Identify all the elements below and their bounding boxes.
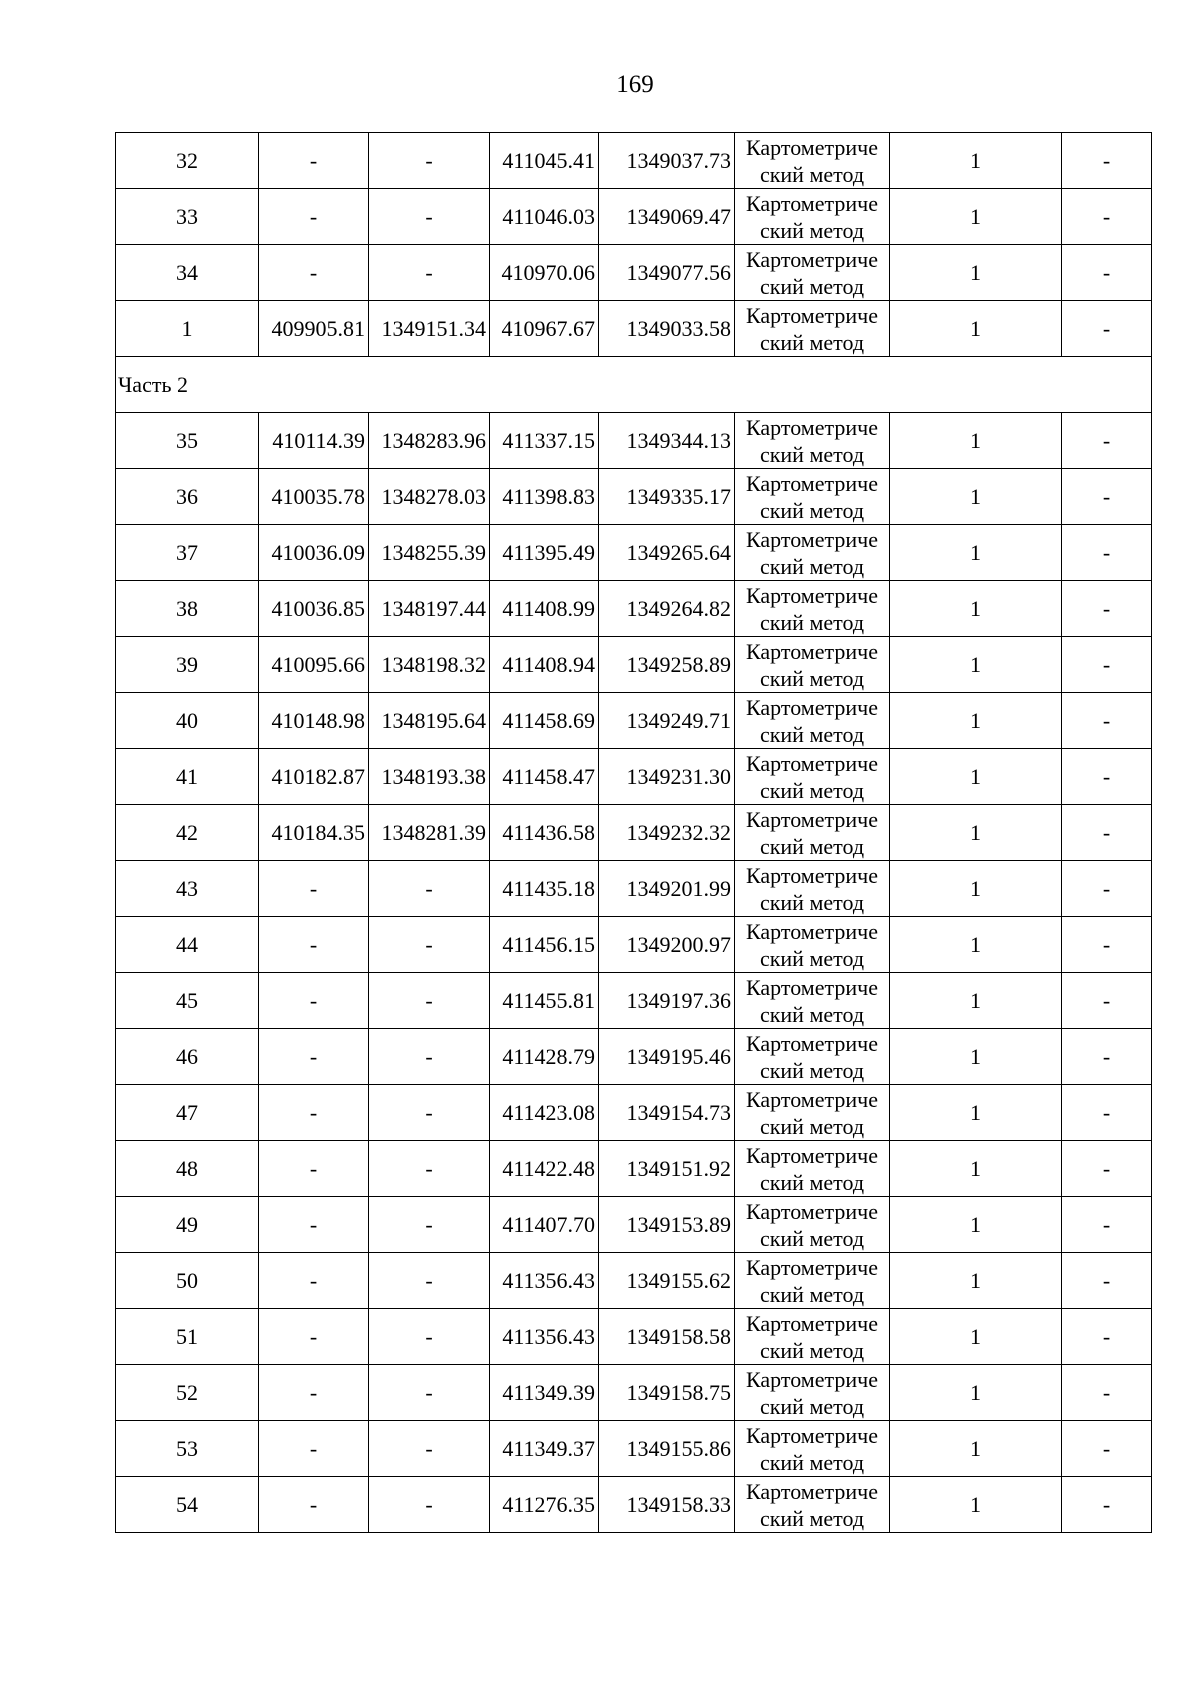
cell-note: - xyxy=(1062,805,1152,861)
cell-note: - xyxy=(1062,917,1152,973)
cell-point-number: 46 xyxy=(116,1029,259,1085)
table-row xyxy=(116,1421,1152,1477)
table-row xyxy=(116,525,1152,581)
cell-new-x: 411458.47 xyxy=(490,749,599,805)
coordinates-table xyxy=(115,132,1152,1533)
method-line-1: Картометриче xyxy=(746,638,878,664)
section-header xyxy=(116,357,1152,413)
cell-old-y: - xyxy=(369,133,490,189)
method-line-2: ский метод xyxy=(759,1225,865,1251)
table-row xyxy=(116,189,1152,245)
cell-new-x: 411455.81 xyxy=(490,973,599,1029)
cell-new-x: 411456.15 xyxy=(490,917,599,973)
cell-new-y: 1349249.71 xyxy=(599,693,735,749)
cell-accuracy: 1 xyxy=(890,637,1062,693)
method-line-2: ский метод xyxy=(759,1281,865,1307)
cell-accuracy: 1 xyxy=(890,525,1062,581)
method-line-1: Картометриче xyxy=(746,246,878,272)
cell-old-x: - xyxy=(259,917,369,973)
cell-note: - xyxy=(1062,1029,1152,1085)
cell-note: - xyxy=(1062,301,1152,357)
cell-note: - xyxy=(1062,1421,1152,1477)
cell-accuracy: 1 xyxy=(890,1421,1062,1477)
cell-new-x: 411407.70 xyxy=(490,1197,599,1253)
table-row xyxy=(116,637,1152,693)
cell-old-x: 410148.98 xyxy=(259,693,369,749)
cell-method xyxy=(735,1421,890,1477)
method-line-1: Картометриче xyxy=(746,1478,878,1504)
cell-new-x: 411349.37 xyxy=(490,1421,599,1477)
cell-old-y: 1349151.34 xyxy=(369,301,490,357)
cell-new-y: 1349231.30 xyxy=(599,749,735,805)
cell-point-number: 38 xyxy=(116,581,259,637)
cell-accuracy: 1 xyxy=(890,1477,1062,1533)
table-row xyxy=(116,245,1152,301)
cell-old-y: 1348195.64 xyxy=(369,693,490,749)
cell-accuracy: 1 xyxy=(890,693,1062,749)
cell-new-x: 410970.06 xyxy=(490,245,599,301)
cell-accuracy: 1 xyxy=(890,805,1062,861)
cell-method xyxy=(735,637,890,693)
cell-accuracy: 1 xyxy=(890,1197,1062,1253)
cell-note: - xyxy=(1062,749,1152,805)
cell-old-y: - xyxy=(369,1029,490,1085)
cell-new-y: 1349335.17 xyxy=(599,469,735,525)
section-row xyxy=(116,357,1152,413)
cell-note: - xyxy=(1062,581,1152,637)
cell-point-number: 43 xyxy=(116,861,259,917)
cell-note: - xyxy=(1062,1365,1152,1421)
cell-new-y: 1349200.97 xyxy=(599,917,735,973)
cell-new-x: 411398.83 xyxy=(490,469,599,525)
cell-accuracy: 1 xyxy=(890,133,1062,189)
table-row xyxy=(116,1197,1152,1253)
cell-point-number: 36 xyxy=(116,469,259,525)
cell-method xyxy=(735,1253,890,1309)
cell-new-y: 1349037.73 xyxy=(599,133,735,189)
cell-new-x: 411349.39 xyxy=(490,1365,599,1421)
cell-note: - xyxy=(1062,1309,1152,1365)
cell-old-x: - xyxy=(259,973,369,1029)
cell-new-y: 1349265.64 xyxy=(599,525,735,581)
cell-old-y: 1348198.32 xyxy=(369,637,490,693)
cell-old-y: - xyxy=(369,1141,490,1197)
cell-accuracy: 1 xyxy=(890,1029,1062,1085)
cell-point-number: 35 xyxy=(116,413,259,469)
method-line-2: ский метод xyxy=(759,553,865,579)
cell-method xyxy=(735,1309,890,1365)
cell-point-number: 48 xyxy=(116,1141,259,1197)
table-row xyxy=(116,413,1152,469)
method-line-2: ский метод xyxy=(759,441,865,467)
cell-old-x: - xyxy=(259,1309,369,1365)
table-row xyxy=(116,1477,1152,1533)
cell-new-x: 411423.08 xyxy=(490,1085,599,1141)
cell-note: - xyxy=(1062,1197,1152,1253)
cell-note: - xyxy=(1062,245,1152,301)
cell-old-x: - xyxy=(259,1085,369,1141)
cell-note: - xyxy=(1062,413,1152,469)
table-row xyxy=(116,1141,1152,1197)
cell-method xyxy=(735,581,890,637)
cell-new-y: 1349151.92 xyxy=(599,1141,735,1197)
cell-old-y: - xyxy=(369,189,490,245)
method-line-2: ский метод xyxy=(759,273,865,299)
cell-point-number: 47 xyxy=(116,1085,259,1141)
cell-new-y: 1349195.46 xyxy=(599,1029,735,1085)
cell-note: - xyxy=(1062,693,1152,749)
table-row xyxy=(116,861,1152,917)
method-line-1: Картометриче xyxy=(746,1366,878,1392)
table-row xyxy=(116,133,1152,189)
method-line-2: ский метод xyxy=(759,161,865,187)
table-row xyxy=(116,805,1152,861)
cell-old-x: 410182.87 xyxy=(259,749,369,805)
table-row xyxy=(116,693,1152,749)
cell-method xyxy=(735,1141,890,1197)
cell-old-y: - xyxy=(369,1253,490,1309)
cell-note: - xyxy=(1062,1141,1152,1197)
cell-method xyxy=(735,1477,890,1533)
cell-method xyxy=(735,525,890,581)
method-line-2: ский метод xyxy=(759,777,865,803)
cell-old-y: - xyxy=(369,917,490,973)
cell-old-y: - xyxy=(369,1365,490,1421)
cell-method xyxy=(735,189,890,245)
cell-accuracy: 1 xyxy=(890,861,1062,917)
cell-accuracy: 1 xyxy=(890,973,1062,1029)
method-line-2: ский метод xyxy=(759,721,865,747)
cell-accuracy: 1 xyxy=(890,1365,1062,1421)
page-number: 169 xyxy=(616,71,654,98)
method-line-1: Картометриче xyxy=(746,862,878,888)
cell-accuracy: 1 xyxy=(890,749,1062,805)
cell-old-y: 1348193.38 xyxy=(369,749,490,805)
method-line-1: Картометриче xyxy=(746,582,878,608)
cell-note: - xyxy=(1062,1253,1152,1309)
cell-note: - xyxy=(1062,637,1152,693)
method-line-1: Картометриче xyxy=(746,134,878,160)
method-line-2: ский метод xyxy=(759,1449,865,1475)
method-line-1: Картометриче xyxy=(746,1142,878,1168)
cell-method xyxy=(735,805,890,861)
cell-method xyxy=(735,693,890,749)
cell-old-y: - xyxy=(369,245,490,301)
cell-point-number: 52 xyxy=(116,1365,259,1421)
cell-new-x: 411337.15 xyxy=(490,413,599,469)
cell-old-x: - xyxy=(259,189,369,245)
cell-new-x: 411408.94 xyxy=(490,637,599,693)
cell-new-x: 411408.99 xyxy=(490,581,599,637)
cell-point-number: 40 xyxy=(116,693,259,749)
cell-new-y: 1349154.73 xyxy=(599,1085,735,1141)
cell-point-number: 42 xyxy=(116,805,259,861)
method-line-1: Картометриче xyxy=(746,470,878,496)
cell-method xyxy=(735,245,890,301)
cell-point-number: 50 xyxy=(116,1253,259,1309)
cell-new-y: 1349232.32 xyxy=(599,805,735,861)
cell-method xyxy=(735,469,890,525)
cell-new-x: 411395.49 xyxy=(490,525,599,581)
method-line-1: Картометриче xyxy=(746,1310,878,1336)
cell-new-y: 1349153.89 xyxy=(599,1197,735,1253)
method-line-1: Картометриче xyxy=(746,918,878,944)
cell-new-y: 1349197.36 xyxy=(599,973,735,1029)
method-line-1: Картометриче xyxy=(746,1030,878,1056)
cell-old-y: 1348255.39 xyxy=(369,525,490,581)
cell-accuracy: 1 xyxy=(890,301,1062,357)
method-line-1: Картометриче xyxy=(746,190,878,216)
cell-point-number: 49 xyxy=(116,1197,259,1253)
cell-old-y: 1348278.03 xyxy=(369,469,490,525)
cell-new-x: 411422.48 xyxy=(490,1141,599,1197)
cell-accuracy: 1 xyxy=(890,917,1062,973)
method-line-2: ский метод xyxy=(759,1113,865,1139)
method-line-2: ский метод xyxy=(759,1001,865,1027)
cell-method xyxy=(735,861,890,917)
cell-old-y: - xyxy=(369,1085,490,1141)
cell-old-x: - xyxy=(259,1365,369,1421)
cell-point-number: 45 xyxy=(116,973,259,1029)
cell-method xyxy=(735,133,890,189)
method-line-1: Картометриче xyxy=(746,1254,878,1280)
cell-new-x: 411045.41 xyxy=(490,133,599,189)
cell-old-x: - xyxy=(259,861,369,917)
cell-note: - xyxy=(1062,189,1152,245)
cell-point-number: 37 xyxy=(116,525,259,581)
method-line-1: Картометриче xyxy=(746,414,878,440)
method-line-2: ский метод xyxy=(759,1057,865,1083)
cell-note: - xyxy=(1062,525,1152,581)
method-line-1: Картометриче xyxy=(746,1422,878,1448)
cell-method xyxy=(735,1029,890,1085)
cell-new-y: 1349033.58 xyxy=(599,301,735,357)
table-row xyxy=(116,749,1152,805)
table-row xyxy=(116,1253,1152,1309)
cell-point-number: 51 xyxy=(116,1309,259,1365)
method-line-2: ский метод xyxy=(759,497,865,523)
cell-point-number: 41 xyxy=(116,749,259,805)
cell-point-number: 53 xyxy=(116,1421,259,1477)
cell-old-x: 410035.78 xyxy=(259,469,369,525)
cell-old-x: - xyxy=(259,1421,369,1477)
method-line-1: Картометриче xyxy=(746,974,878,1000)
cell-old-x: 410184.35 xyxy=(259,805,369,861)
cell-new-y: 1349158.58 xyxy=(599,1309,735,1365)
table-row xyxy=(116,973,1152,1029)
cell-accuracy: 1 xyxy=(890,413,1062,469)
cell-old-y: 1348281.39 xyxy=(369,805,490,861)
cell-new-x: 411428.79 xyxy=(490,1029,599,1085)
method-line-2: ский метод xyxy=(759,833,865,859)
table-body-part1 xyxy=(116,133,1152,357)
cell-note: - xyxy=(1062,133,1152,189)
method-line-2: ский метод xyxy=(759,1169,865,1195)
table-row xyxy=(116,1309,1152,1365)
method-line-1: Картометриче xyxy=(746,1198,878,1224)
cell-new-x: 411356.43 xyxy=(490,1309,599,1365)
cell-method xyxy=(735,973,890,1029)
method-line-1: Картометриче xyxy=(746,1086,878,1112)
cell-method xyxy=(735,917,890,973)
method-line-2: ский метод xyxy=(759,217,865,243)
cell-note: - xyxy=(1062,1085,1152,1141)
cell-new-x: 411046.03 xyxy=(490,189,599,245)
cell-old-x: 409905.81 xyxy=(259,301,369,357)
cell-old-x: 410036.85 xyxy=(259,581,369,637)
method-line-2: ский метод xyxy=(759,889,865,915)
cell-accuracy: 1 xyxy=(890,1253,1062,1309)
table-row xyxy=(116,1085,1152,1141)
method-line-2: ский метод xyxy=(759,1337,865,1363)
cell-new-y: 1349069.47 xyxy=(599,189,735,245)
table-row xyxy=(116,301,1152,357)
cell-old-x: 410114.39 xyxy=(259,413,369,469)
cell-new-y: 1349155.86 xyxy=(599,1421,735,1477)
method-line-2: ский метод xyxy=(759,329,865,355)
cell-accuracy: 1 xyxy=(890,1309,1062,1365)
cell-note: - xyxy=(1062,1477,1152,1533)
cell-method xyxy=(735,1085,890,1141)
cell-new-y: 1349344.13 xyxy=(599,413,735,469)
cell-new-x: 411276.35 xyxy=(490,1477,599,1533)
cell-new-y: 1349155.62 xyxy=(599,1253,735,1309)
cell-point-number: 34 xyxy=(116,245,259,301)
table-row xyxy=(116,917,1152,973)
cell-accuracy: 1 xyxy=(890,1085,1062,1141)
cell-point-number: 44 xyxy=(116,917,259,973)
cell-old-x: - xyxy=(259,245,369,301)
cell-new-y: 1349264.82 xyxy=(599,581,735,637)
cell-old-y: - xyxy=(369,861,490,917)
table-row xyxy=(116,469,1152,525)
cell-method xyxy=(735,1197,890,1253)
cell-old-y: - xyxy=(369,1421,490,1477)
cell-point-number: 33 xyxy=(116,189,259,245)
method-line-1: Картометриче xyxy=(746,806,878,832)
method-line-2: ский метод xyxy=(759,1505,865,1531)
section-label: Часть 2 xyxy=(116,357,1152,413)
method-line-2: ский метод xyxy=(759,945,865,971)
cell-note: - xyxy=(1062,469,1152,525)
cell-old-x: - xyxy=(259,1197,369,1253)
cell-old-y: - xyxy=(369,1477,490,1533)
cell-point-number: 54 xyxy=(116,1477,259,1533)
method-line-1: Картометриче xyxy=(746,750,878,776)
cell-old-y: - xyxy=(369,1309,490,1365)
method-line-1: Картометриче xyxy=(746,526,878,552)
cell-note: - xyxy=(1062,973,1152,1029)
cell-accuracy: 1 xyxy=(890,1141,1062,1197)
cell-method xyxy=(735,1365,890,1421)
cell-old-y: - xyxy=(369,973,490,1029)
cell-method xyxy=(735,301,890,357)
cell-method xyxy=(735,749,890,805)
cell-old-y: 1348197.44 xyxy=(369,581,490,637)
cell-old-x: - xyxy=(259,1477,369,1533)
cell-new-x: 411435.18 xyxy=(490,861,599,917)
cell-old-x: - xyxy=(259,133,369,189)
cell-new-y: 1349158.33 xyxy=(599,1477,735,1533)
cell-accuracy: 1 xyxy=(890,469,1062,525)
method-line-2: ский метод xyxy=(759,1393,865,1419)
cell-new-x: 410967.67 xyxy=(490,301,599,357)
cell-new-x: 411458.69 xyxy=(490,693,599,749)
cell-point-number: 32 xyxy=(116,133,259,189)
cell-old-x: 410036.09 xyxy=(259,525,369,581)
table-row xyxy=(116,581,1152,637)
method-line-1: Картометриче xyxy=(746,302,878,328)
method-line-2: ский метод xyxy=(759,665,865,691)
cell-method xyxy=(735,413,890,469)
cell-old-y: 1348283.96 xyxy=(369,413,490,469)
table-row xyxy=(116,1029,1152,1085)
cell-accuracy: 1 xyxy=(890,581,1062,637)
cell-old-x: - xyxy=(259,1141,369,1197)
cell-old-x: - xyxy=(259,1029,369,1085)
cell-new-y: 1349201.99 xyxy=(599,861,735,917)
table-row xyxy=(116,1365,1152,1421)
cell-point-number: 39 xyxy=(116,637,259,693)
cell-old-x: - xyxy=(259,1253,369,1309)
cell-accuracy: 1 xyxy=(890,189,1062,245)
cell-new-y: 1349258.89 xyxy=(599,637,735,693)
cell-new-x: 411436.58 xyxy=(490,805,599,861)
cell-new-y: 1349158.75 xyxy=(599,1365,735,1421)
method-line-2: ский метод xyxy=(759,609,865,635)
cell-point-number: 1 xyxy=(116,301,259,357)
table-body-part2 xyxy=(116,413,1152,1533)
cell-new-y: 1349077.56 xyxy=(599,245,735,301)
cell-old-x: 410095.66 xyxy=(259,637,369,693)
cell-old-y: - xyxy=(369,1197,490,1253)
method-line-1: Картометриче xyxy=(746,694,878,720)
cell-new-x: 411356.43 xyxy=(490,1253,599,1309)
cell-note: - xyxy=(1062,861,1152,917)
cell-accuracy: 1 xyxy=(890,245,1062,301)
